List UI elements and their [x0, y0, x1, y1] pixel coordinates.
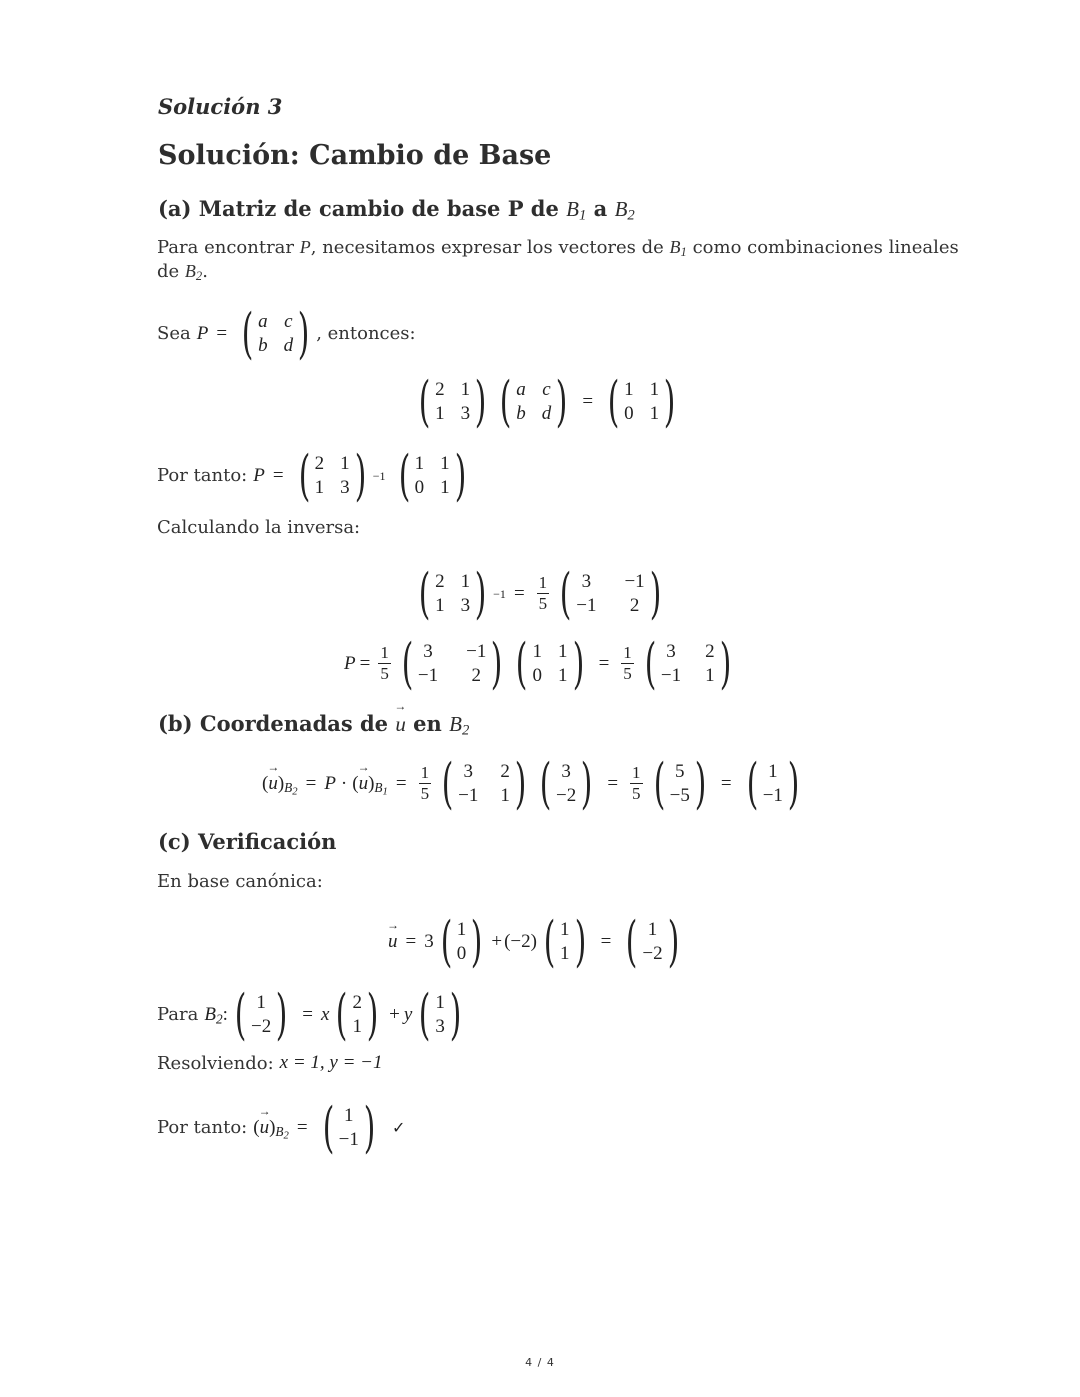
coordinates-equation: (→ $u)_{B_2}$ = P · (→ $u)_{B_1}$ = $\frac{1}{5}$ ( 3 2 −1 1 ) ( 3 −2 ) = $\frac{1}{5}$ ( 5 −5 ) = ( 1 −1 )	[262, 752, 806, 815]
final-result-line: Por tanto: (→ $u)_{B_2}$ = ( 1 −1 ) ✓	[157, 1096, 405, 1159]
check-mark-icon: ✓	[391, 1119, 406, 1137]
section-a-heading: (a) Matriz de cambio de base P de $B_1$ a $B_2$	[158, 196, 635, 224]
para-B2-equation: Para $B_2$ : ( 1 −2 ) = x ( 2 1 ) + y ( 1 3 )	[157, 983, 462, 1046]
calculando-inversa-label: Calculando la inversa:	[157, 517, 361, 538]
base-canonica-label: En base canónica:	[157, 871, 323, 892]
page-number: 4 / 4	[525, 1356, 555, 1369]
solution-label: Solución 3	[158, 94, 283, 119]
inverse-equation: ( 2 1 1 3 ) −1 = $\frac{1}{5}$ ( 3 −1 −1 2 )	[418, 562, 662, 625]
section-a-intro-line1: Para encontrar P, necesitamos expresar los vectores de $B_1$ como combinaciones lineales	[157, 237, 959, 260]
page-title: Solución: Cambio de Base	[158, 140, 552, 171]
canonical-equation: → u = 3 ( 1 0 ) + (−2) ( 1 1 ) = ( 1 −2 )	[388, 910, 686, 973]
sea-P-line: Sea P = ( a c b d ) , entonces:	[157, 302, 416, 365]
equation-system: ( 2 1 1 3 ) ( a c b d ) = ( 1 1 0 1 )	[418, 370, 676, 433]
section-b-heading: (b) Coordenadas de → u en $B_2$	[158, 711, 469, 737]
section-c-heading: (c) Verificación	[158, 829, 337, 854]
section-a-intro-line2: de $B_2$.	[157, 261, 208, 284]
P-result-equation: P = $\frac{1}{5}$ ( 3 −1 −1 2 ) ( 1 1 0 1 ) = $\frac{1}{5}$ ( 3 2 −1 1 )	[344, 632, 731, 695]
por-tanto-P-line: Por tanto: P = ( 2 1 1 3 ) −1 ( 1 1 0 1 )	[157, 444, 466, 507]
resolviendo-line: Resolviendo: x = 1, y = −1	[157, 1052, 383, 1074]
matrix-abcd: ( a c b d )	[241, 302, 310, 365]
